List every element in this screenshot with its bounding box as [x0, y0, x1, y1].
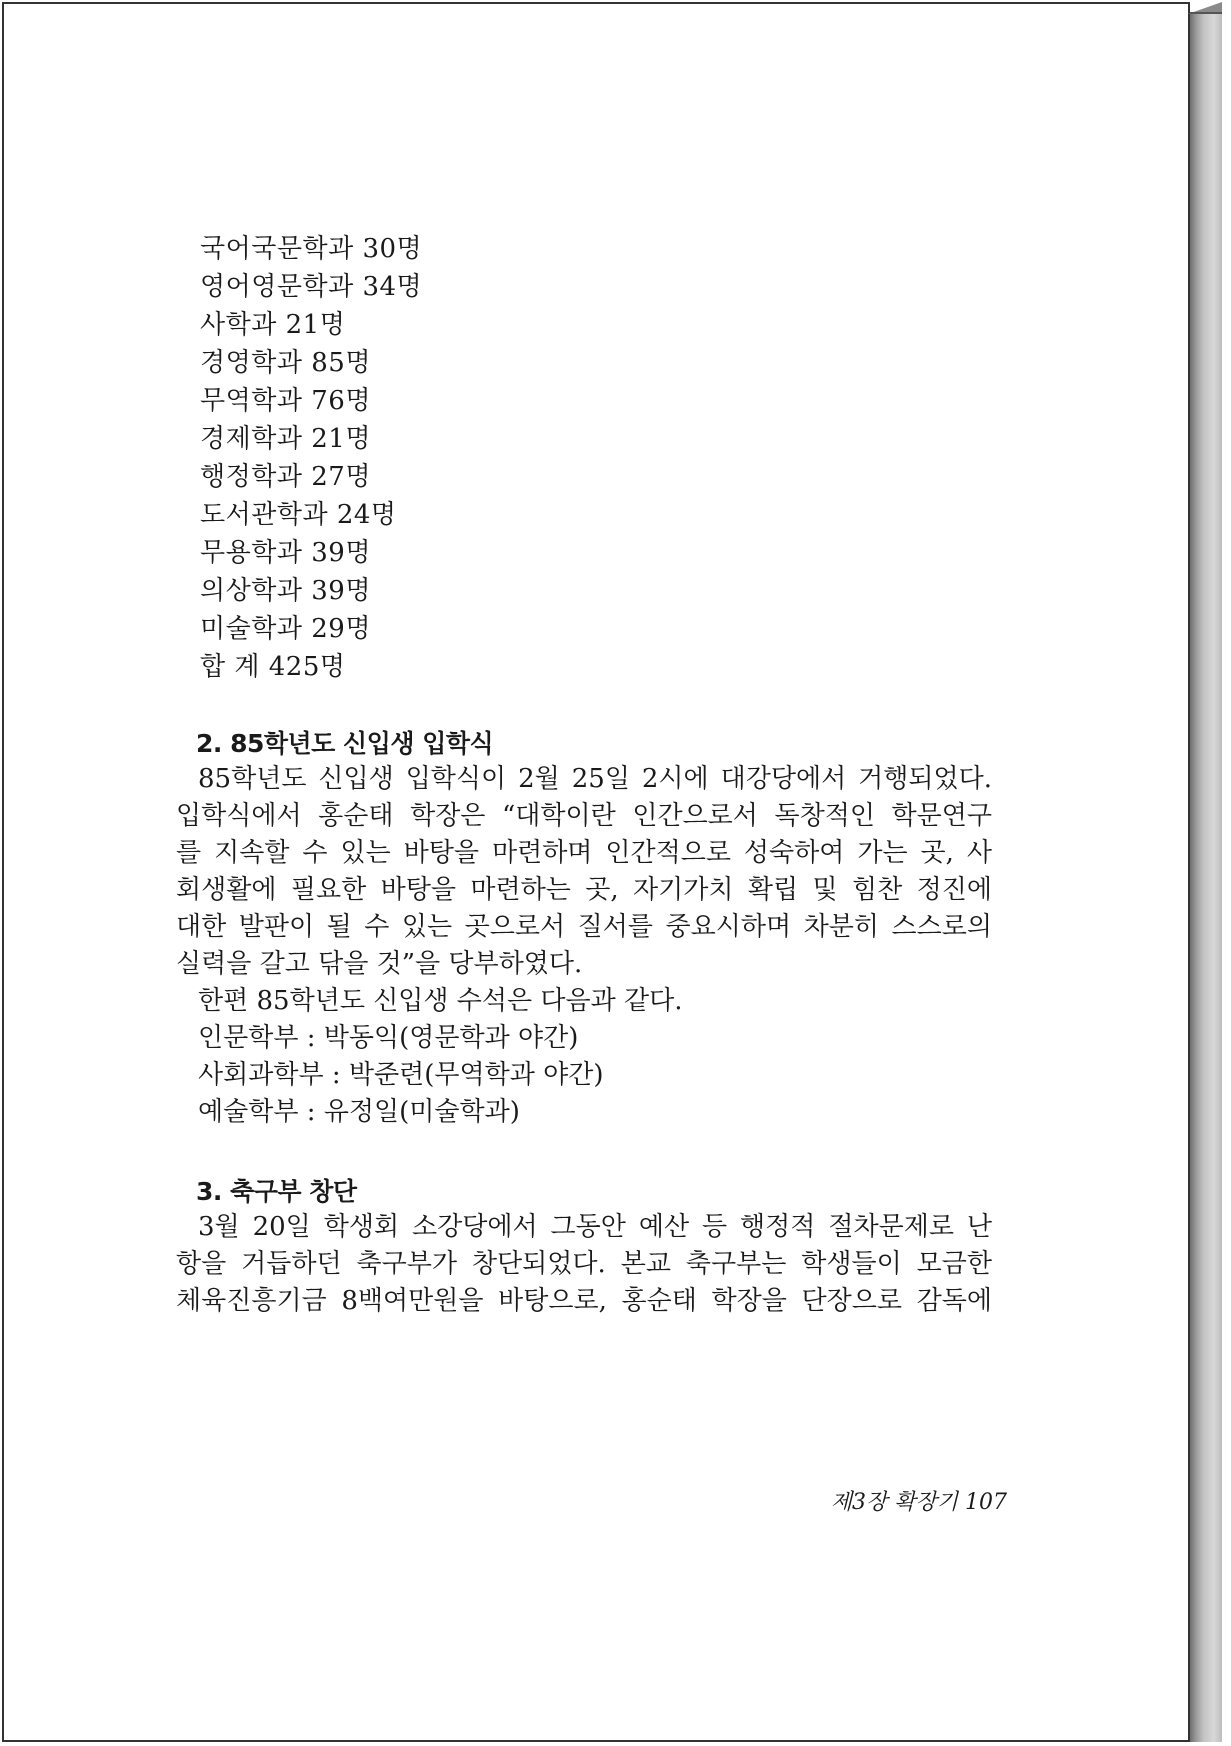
- list-item: 무역학과 76명: [200, 386, 371, 416]
- paragraph-line: 회생활에 필요한 바탕을 마련하는 곳, 자기가치 확립 및 힘찬 정진에: [176, 875, 992, 905]
- honor-student-line: 사회과학부 : 박준련(무역학과 야간): [198, 1060, 604, 1090]
- list-item: 도서관학과 24명: [200, 500, 397, 530]
- paragraph-line: 입학식에서 홍순태 학장은 “대학이란 인간으로서 독창적인 학문연구: [176, 801, 992, 831]
- paragraph-line: 를 지속할 수 있는 바탕을 마련하며 인간적으로 성숙하여 가는 곳, 사: [176, 838, 992, 868]
- page-footer: 제3장 확장기 107: [830, 1490, 1007, 1515]
- list-item: 미술학과 29명: [200, 614, 371, 644]
- page-stack-edge: [1190, 12, 1222, 1742]
- paragraph-line: 체육진흥기금 8백여만원을 바탕으로, 홍순태 학장을 단장으로 감독에: [176, 1286, 992, 1316]
- section-heading-2: 2. 85학년도 신입생 입학식: [196, 729, 494, 758]
- paragraph-line: 85학년도 신입생 입학식이 2월 25일 2시에 대강당에서 거행되었다.: [198, 764, 992, 794]
- list-item: 경영학과 85명: [200, 348, 371, 378]
- list-item: 경제학과 21명: [200, 424, 371, 454]
- paragraph-line: 대한 발판이 될 수 있는 곳으로서 질서를 중요시하며 차분히 스스로의: [176, 912, 992, 942]
- list-item: 무용학과 39명: [200, 538, 371, 568]
- list-item: 사학과 21명: [200, 310, 346, 340]
- section-heading-3: 3. 축구부 창단: [196, 1177, 357, 1206]
- list-item: 국어국문학과 30명: [200, 234, 423, 264]
- paragraph-line: 3월 20일 학생회 소강당에서 그동안 예산 등 행정적 절차문제로 난: [198, 1212, 992, 1242]
- paragraph-line: 항을 거듭하던 축구부가 창단되었다. 본교 축구부는 학생들이 모금한: [176, 1249, 992, 1279]
- paragraph-line: 실력을 갈고 닦을 것”을 당부하였다.: [176, 949, 583, 979]
- honor-student-line: 인문학부 : 박동익(영문학과 야간): [198, 1023, 579, 1053]
- list-item: 행정학과 27명: [200, 462, 371, 492]
- list-item: 영어영문학과 34명: [200, 272, 423, 302]
- page: [2, 2, 1190, 1742]
- list-item: 의상학과 39명: [200, 576, 371, 606]
- list-total: 합 계 425명: [200, 652, 346, 682]
- paragraph-line: 한편 85학년도 신입생 수석은 다음과 같다.: [198, 986, 683, 1016]
- honor-student-line: 예술학부 : 유정일(미술학과): [198, 1097, 520, 1127]
